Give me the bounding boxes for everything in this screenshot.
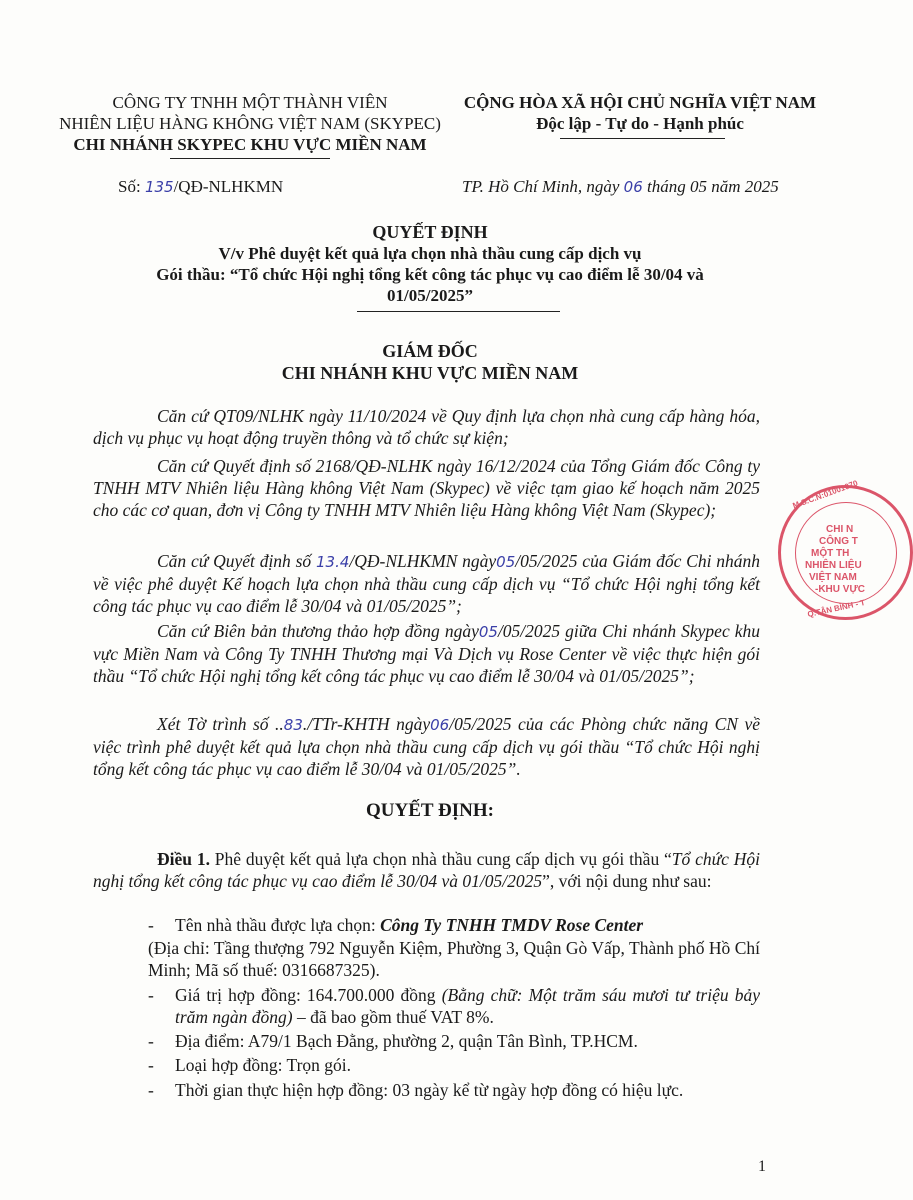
handwritten-submission-number: 83 — [283, 716, 303, 734]
document-number: Số: 135/QĐ-NLHKMN — [118, 177, 284, 196]
company-name-line2: NHIÊN LIỆU HÀNG KHÔNG VIỆT NAM (SKYPEC) — [59, 114, 441, 133]
national-motto: Độc lập - Tự do - Hạnh phúc — [536, 114, 744, 133]
handwritten-plan-number: 13.4 — [316, 553, 350, 571]
basis-3: Căn cứ Quyết định số 13.4/QĐ-NLHKMN ngày05/05/2025 của Giám đốc Chi nhánh về việc phê duyệt Kế hoạch lựa chọn nhà thầu cung cấp dịch vụ “Tổ chức Hội nghị tổng kết công tác phục vụ cao điểm lễ 30/04 và 01/05/2025”; — [93, 551, 760, 616]
title-block — [60, 220, 800, 306]
handwritten-plan-day: 05 — [496, 553, 516, 571]
handwritten-day: 06 — [623, 178, 643, 196]
basis-2: Căn cứ Quyết định số 2168/QĐ-NLHK ngày 16/12/2024 của Tổng Giám đốc Công ty TNHH MTV Nhiên liệu Hàng không Việt Nam (Skypec) về việc tạm giao kế hoạch năm 2025 cho các cơ quan, đơn vị Công ty TNHH MTV Nhiên liệu Hàng không Việt Nam (Skypec); — [93, 456, 760, 520]
subject-line2: Gói thầu: “Tổ chức Hội nghị tổng kết công tác phục vụ cao điểm lễ 30/04 và — [156, 265, 704, 284]
authority-block — [60, 340, 800, 384]
basis-1: Căn cứ QT09/NLHK ngày 11/10/2024 về Quy định lựa chọn nhà cung cấp hàng hóa, dịch vụ phục vụ hoạt động truyền thông và tổ chức sự kiện; — [93, 406, 760, 448]
authority-unit: CHI NHÁNH KHU VỰC MIỀN NAM — [281, 363, 579, 383]
company-seal: M.S.C.N:01001070 CHI N CÔNG T MỘT TH NHIÊN LIỆU VIỆT NAM -KHU VỰC Q.TÂN BÌNH - T — [778, 485, 913, 620]
contract-duration: Thời gian thực hiện hợp đồng: 03 ngày kể từ ngày hợp đồng có hiệu lực. — [175, 1080, 684, 1100]
contractor-address: (Địa chỉ: Tầng thượng 792 Nguyễn Kiệm, Phường 3, Quận Gò Vấp, Thành phố Hồ Chí Minh; Mã số thuế: 0316687325). — [148, 938, 760, 980]
subject-line1: V/v Phê duyệt kết quả lựa chọn nhà thầu cung cấp dịch vụ — [218, 244, 642, 263]
handwritten-number: 135 — [144, 178, 174, 196]
article-label: Điều 1. — [157, 849, 210, 869]
article-1: Điều 1. Phê duyệt kết quả lựa chọn nhà thầu cung cấp dịch vụ gói thầu “Tổ chức Hội nghị tổng kết công tác phục vụ cao điểm lễ 30/04 và 01/05/2025”, với nội dung như sau: — [93, 849, 761, 891]
handwritten-submission-day: 06 — [430, 716, 450, 734]
contract-type: Loại hợp đồng: Trọn gói. — [175, 1055, 352, 1075]
national-header — [455, 92, 825, 134]
seal-ring-text: M.S.C.N:01001070 — [791, 478, 859, 511]
contract-value: Giá trị hợp đồng: 164.700.000 đồng (Bằng chữ: Một trăm sáu mươi tư triệu bảy trăm ngàn đồng) – đã bao gồm thuế VAT 8%. — [175, 985, 761, 1027]
subject-line3: 01/05/2025” — [387, 286, 473, 305]
bullet-type-dash: - — [148, 1055, 154, 1075]
contractor: Tên nhà thầu được lựa chọn: Công Ty TNHH TMDV Rose Center — [175, 915, 644, 935]
company-header — [40, 92, 460, 155]
title-underline — [357, 311, 560, 312]
bullet-value-dash: - — [148, 985, 154, 1005]
authority-title: GIÁM ĐỐC — [382, 341, 478, 361]
document-date: TP. Hồ Chí Minh, ngày 06 tháng 05 năm 2025 — [462, 177, 779, 196]
company-underline — [170, 158, 330, 159]
basis-5: Xét Tờ trình số ..83./TTr-KHTH ngày06/05/2025 của các Phòng chức năng CN về việc trình phê duyệt kết quả lựa chọn nhà thầu cung cấp dịch vụ gói thầu “Tổ chức Hội nghị tổng kết công tác phục vụ cao điểm lễ 30/04 và 01/05/2025”. — [93, 714, 760, 779]
seal-bottom-text: Q.TÂN BÌNH - T — [806, 597, 866, 620]
location: Địa điểm: A79/1 Bạch Đằng, phường 2, quận Tân Bình, TP.HCM. — [175, 1031, 638, 1051]
decision-title: QUYẾT ĐỊNH — [372, 222, 488, 242]
basis-4: Căn cứ Biên bản thương thảo hợp đồng ngày05/05/2025 giữa Chi nhánh Skypec khu vực Miền Nam và Công Ty TNHH Thương mại Và Dịch vụ Rose Center về việc thực hiện gói thầu “Tổ chức Hội nghị tổng kết công tác phục vụ cao điểm lễ 30/04 và 01/05/2025”; — [93, 621, 760, 686]
bullet-location-dash: - — [148, 1031, 154, 1051]
branch-name: CHI NHÁNH SKYPEC KHU VỰC MIỀN NAM — [73, 135, 427, 154]
decision-heading: QUYẾT ĐỊNH: — [366, 800, 494, 821]
contractor-name: Công Ty TNHH TMDV Rose Center — [380, 915, 644, 935]
motto-underline — [560, 138, 725, 139]
page-number: 1 — [758, 1158, 766, 1175]
bullet-contractor-dash: - — [148, 915, 154, 935]
handwritten-minutes-day: 05 — [478, 623, 498, 641]
nation-name: CỘNG HÒA XÃ HỘI CHỦ NGHĨA VIỆT NAM — [463, 93, 817, 112]
bullet-duration-dash: - — [148, 1080, 154, 1100]
company-name-line1: CÔNG TY TNHH MỘT THÀNH VIÊN — [112, 93, 388, 112]
